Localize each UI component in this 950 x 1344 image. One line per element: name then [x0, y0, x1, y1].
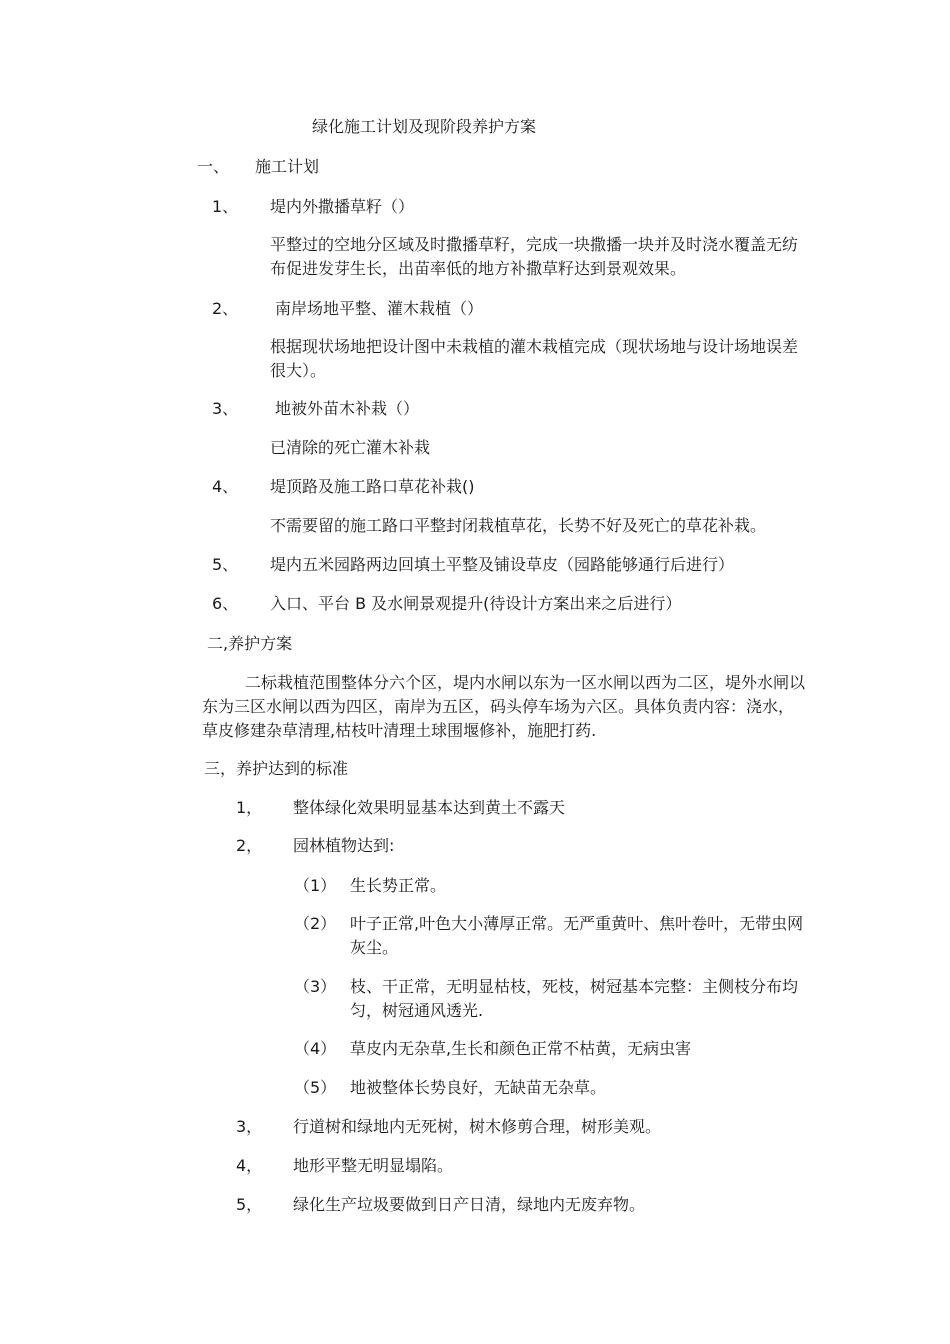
sub5-number: （5）: [294, 1078, 337, 1097]
standard2-number: 2，: [236, 836, 263, 855]
standard4-number: 4，: [236, 1156, 263, 1175]
item3-body: 已清除的死亡灌木补栽: [270, 438, 431, 457]
standard1-number: 1，: [236, 798, 263, 817]
sub2-text: 叶子正常,叶色大小薄厚正常。无严重黄叶、焦叶卷叶，无带虫网灰尘。: [350, 914, 804, 957]
standard3-number: 3，: [236, 1117, 263, 1136]
standard5-number: 5，: [236, 1195, 263, 1214]
section1-number: 一、: [197, 157, 230, 176]
item2-number: 2、: [212, 299, 239, 318]
standard2-text: 园林植物达到:: [293, 836, 395, 855]
sub1-text: 生长势正常。: [350, 876, 447, 895]
section2-heading: 二,养护方案: [207, 634, 293, 653]
sub3-text: 枝、干正常，无明显枯枝，死枝，树冠基本完整：主侧枝分布均匀，树冠通风透光.: [350, 977, 799, 1020]
item3-number: 3、: [212, 399, 239, 418]
section1-heading: 施工计划: [255, 157, 320, 176]
document-title: 绿化施工计划及现阶段养护方案: [312, 117, 537, 136]
sub5-text: 地被整体长势良好，无缺苗无杂草。: [350, 1078, 607, 1097]
item6-number: 6、: [212, 594, 239, 613]
item5-heading: 堤内五米园路两边回填土平整及铺设草皮（园路能够通行后进行）: [270, 555, 735, 574]
item2-body: 根据现状场地把设计图中未栽植的灌木栽植完成（现状场地与设计场地误差很大）。: [270, 337, 799, 380]
standard4-text: 地形平整无明显塌陷。: [293, 1156, 454, 1175]
sub2-number: （2）: [294, 914, 337, 933]
sub1-number: （1）: [294, 876, 337, 895]
section2-body: 二标栽植范围整体分六个区，堤内水闸以东为一区水闸以西为二区，堤外水闸以东为三区水闸以西为四区，南岸为五区，码头停车场为六区。具体负责内容：浇水，草皮修建杂草清理,枯枝叶清理土球围堰修补，施肥打药.: [202, 673, 806, 740]
sub4-text: 草皮内无杂草,生长和颜色正常不枯黄，无病虫害: [350, 1039, 692, 1058]
standard3-text: 行道树和绿地内无死树，树木修剪合理，树形美观。: [293, 1117, 662, 1136]
item1-heading: 堤内外撒播草籽（）: [270, 197, 415, 216]
sub4-number: （4）: [294, 1039, 337, 1058]
item2-heading: 南岸场地平整、灌木栽植（）: [275, 299, 484, 318]
item4-number: 4、: [212, 477, 239, 496]
section3-heading: 三，养护达到的标准: [204, 759, 349, 778]
item1-body: 平整过的空地分区域及时撒播草籽，完成一块撒播一块并及时浇水覆盖无纺布促进发芽生长，出苗率低的地方补撒草籽达到景观效果。: [270, 235, 799, 278]
sub3-number: （3）: [294, 977, 337, 996]
item3-heading: 地被外苗木补栽（）: [275, 399, 420, 418]
item1-number: 1、: [212, 197, 239, 216]
item5-number: 5、: [212, 555, 239, 574]
item4-body: 不需要留的施工路口平整封闭栽植草花，长势不好及死亡的草花补栽。: [270, 516, 767, 535]
item4-heading: 堤顶路及施工路口草花补栽(): [270, 477, 475, 496]
item6-heading: 入口、平台 B 及水闸景观提升(待设计方案出来之后进行）: [270, 594, 682, 613]
standard1-text: 整体绿化效果明显基本达到黄土不露天: [293, 798, 566, 817]
standard5-text: 绿化生产垃圾要做到日产日清，绿地内无废弃物。: [293, 1195, 646, 1214]
